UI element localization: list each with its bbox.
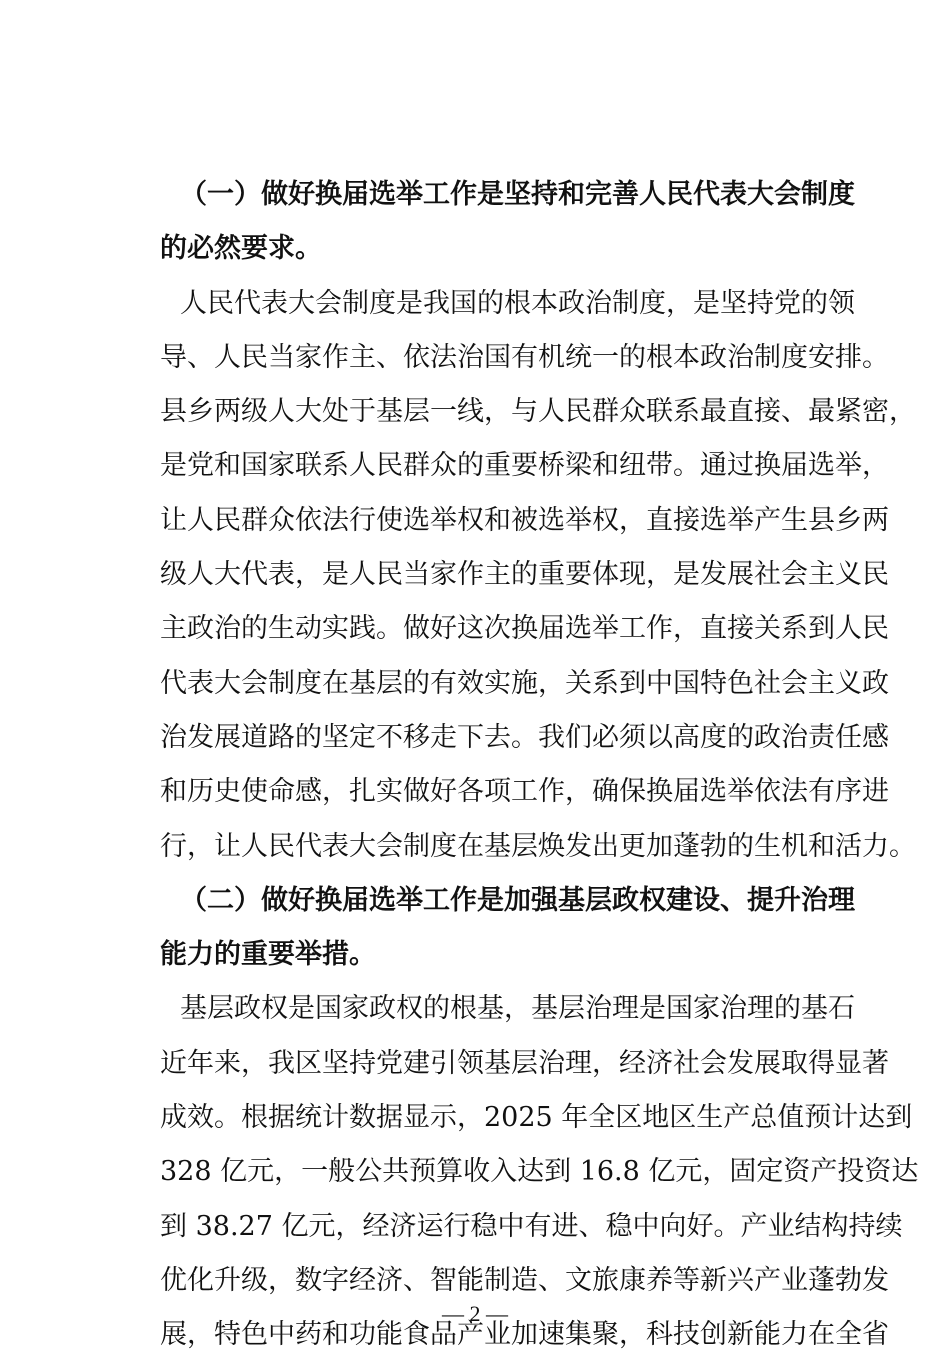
paragraph-line: 人民代表大会制度是我国的根本政治制度，是坚持党的领	[180, 287, 855, 319]
document-body	[160, 168, 919, 1363]
paragraph-line: 和历史使命感，扎实做好各项工作，确保换届选举依法有序进	[160, 776, 889, 808]
paragraph-line: 展，特色中药和功能食品产业加速集聚，科技创新能力在全省	[160, 1319, 889, 1351]
paragraph-line: 328 亿元，一般公共预算收入达到 16.8 亿元，固定资产投资达	[160, 1156, 919, 1188]
heading-line: （一）做好换届选举工作是坚持和完善人民代表大会制度	[180, 179, 855, 210]
paragraph-line: 主政治的生动实践。做好这次换届选举工作，直接关系到人民	[160, 613, 889, 645]
heading-line: 的必然要求。	[160, 233, 322, 265]
paragraph-line: 级人大代表，是人民当家作主的重要体现，是发展社会主义民	[160, 559, 889, 591]
page-number: — 2 —	[442, 1301, 508, 1326]
paragraph-line: 是党和国家联系人民群众的重要桥梁和纽带。通过换届选举，	[160, 450, 889, 482]
paragraph-line: 优化升级，数字经济、智能制造、文旅康养等新兴产业蓬勃发	[160, 1264, 889, 1296]
paragraph-line: 县乡两级人大处于基层一线，与人民群众联系最直接、最紧密，	[160, 396, 916, 428]
section-heading-2	[160, 874, 860, 983]
paragraph-line: 基层政权是国家政权的根基，基层治理是国家治理的基石	[180, 993, 855, 1025]
paragraph-line: 近年来，我区坚持党建引领基层治理，经济社会发展取得显著	[160, 1047, 889, 1079]
paragraph-line: 导、人民当家作主、依法治国有机统一的根本政治制度安排。	[160, 341, 889, 373]
paragraph-line: 成效。根据统计数据显示，2025 年全区地区生产总值预计达到	[160, 1102, 913, 1134]
paragraph-line: 治发展道路的坚定不移走下去。我们必须以高度的政治责任感	[160, 721, 889, 753]
section-paragraph-1	[160, 277, 916, 874]
paragraph-line: 代表大会制度在基层的有效实施，关系到中国特色社会主义政	[160, 667, 889, 699]
paragraph-line: 行，让人民代表大会制度在基层焕发出更加蓬勃的生机和活力。	[160, 830, 916, 862]
paragraph-line: 到 38.27 亿元，经济运行稳中有进、稳中向好。产业结构持续	[160, 1210, 903, 1242]
paragraph-line: 让人民群众依法行使选举权和被选举权，直接选举产生县乡两	[160, 504, 889, 536]
heading-line: 能力的重要举措。	[160, 939, 376, 971]
section-heading-1	[160, 168, 860, 277]
heading-line: （二）做好换届选举工作是加强基层政权建设、提升治理	[180, 884, 855, 916]
